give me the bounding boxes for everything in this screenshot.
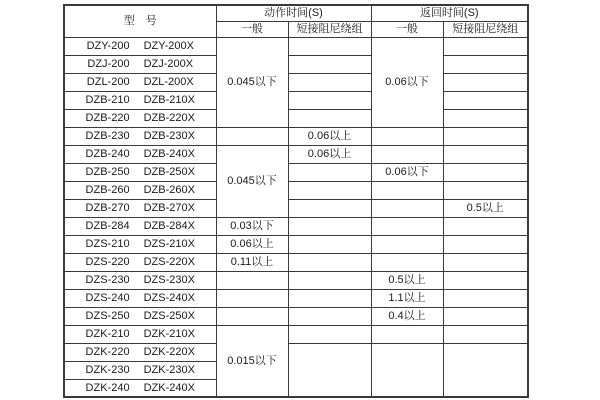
return-general-cell <box>371 343 443 397</box>
action-damped-cell <box>288 307 371 325</box>
model-label: DZY-200 <box>86 39 130 52</box>
return-general-cell <box>371 235 443 253</box>
action-general-cell <box>216 127 288 145</box>
model-cell <box>64 325 216 343</box>
model-label: DZB-270 <box>85 201 130 214</box>
return-damped-cell <box>443 73 528 91</box>
model-cell <box>64 271 216 289</box>
model-label: DZK-220 <box>85 345 130 358</box>
model-label: DZS-210X <box>143 237 195 250</box>
model-cell <box>64 181 216 199</box>
model-label: DZB-250X <box>143 165 195 178</box>
action-damped-cell <box>288 217 371 235</box>
return-damped-cell <box>443 163 528 181</box>
spec-table-container <box>63 4 529 398</box>
return-general-cell: 0.4以上 <box>371 307 443 325</box>
table-row <box>64 127 528 145</box>
action-general-cell: 0.015以下 <box>216 325 288 397</box>
model-label: DZS-250 <box>85 309 130 322</box>
model-cell <box>64 127 216 145</box>
table-row <box>64 109 528 127</box>
header-return-time: 返回时间(S) <box>371 5 528 21</box>
return-general-cell <box>371 127 443 145</box>
action-damped-cell <box>288 235 371 253</box>
model-cell <box>64 307 216 325</box>
return-damped-cell <box>443 181 528 199</box>
model-label: DZB-284X <box>143 219 195 232</box>
table-row <box>64 343 528 361</box>
model-cell <box>64 235 216 253</box>
action-damped-cell <box>288 55 371 73</box>
model-cell <box>64 145 216 163</box>
action-damped-cell <box>288 37 371 55</box>
return-damped-cell <box>443 145 528 163</box>
header-model: 型 号 <box>64 5 216 37</box>
return-damped-cell <box>443 91 528 109</box>
model-label: DZB-260 <box>85 183 130 196</box>
action-damped-cell <box>288 163 371 181</box>
model-label: DZJ-200X <box>143 57 194 70</box>
model-cell <box>64 91 216 109</box>
action-damped-cell <box>288 325 371 343</box>
return-general-cell <box>371 145 443 163</box>
model-label: DZB-220 <box>85 111 130 124</box>
model-cell <box>64 217 216 235</box>
table-row <box>64 181 528 199</box>
model-label: DZL-200X <box>143 75 194 88</box>
action-general-cell <box>216 289 288 307</box>
model-label: DZB-284 <box>85 219 130 232</box>
model-label: DZK-230 <box>85 363 130 376</box>
model-label: DZK-210X <box>143 327 195 340</box>
model-cell <box>64 109 216 127</box>
return-damped-cell <box>443 37 528 55</box>
model-cell <box>64 199 216 217</box>
table-row <box>64 91 528 109</box>
header-action-damped-winding: 短接阻尼绕组 <box>288 21 371 37</box>
model-label: DZJ-200 <box>87 57 130 70</box>
return-damped-cell <box>443 271 528 289</box>
return-damped-cell <box>443 307 528 325</box>
model-cell <box>64 73 216 91</box>
model-label: DZK-210 <box>85 327 130 340</box>
header-row-groups <box>64 5 528 21</box>
model-label: DZB-270X <box>143 201 195 214</box>
model-label: DZB-260X <box>143 183 195 196</box>
return-general-cell: 0.5以上 <box>371 271 443 289</box>
model-label: DZK-240X <box>143 381 195 394</box>
table-row <box>64 253 528 271</box>
model-cell <box>64 253 216 271</box>
model-label: DZS-240X <box>143 291 195 304</box>
return-damped-cell <box>443 343 528 397</box>
return-damped-cell <box>443 325 528 343</box>
return-damped-cell <box>443 55 528 73</box>
model-label: DZS-230 <box>85 273 130 286</box>
return-damped-cell: 0.5以上 <box>443 199 528 217</box>
model-cell <box>64 37 216 55</box>
model-label: DZB-230X <box>143 129 195 142</box>
table-row <box>64 55 528 73</box>
model-label: DZB-210 <box>85 93 130 106</box>
action-general-cell: 0.11以上 <box>216 253 288 271</box>
table-header <box>64 5 528 37</box>
action-damped-cell <box>288 181 371 199</box>
return-general-cell <box>371 181 443 199</box>
action-general-cell: 0.03以下 <box>216 217 288 235</box>
table-row <box>64 73 528 91</box>
action-damped-cell: 0.06以上 <box>288 145 371 163</box>
action-damped-cell <box>288 271 371 289</box>
return-general-cell: 1.1以上 <box>371 289 443 307</box>
table-row <box>64 217 528 235</box>
header-action-time: 动作时间(S) <box>216 5 371 21</box>
return-general-cell <box>371 325 443 343</box>
model-cell <box>64 289 216 307</box>
action-damped-cell <box>288 289 371 307</box>
model-label: DZS-230X <box>143 273 195 286</box>
model-label: DZS-240 <box>85 291 130 304</box>
action-damped-cell <box>288 253 371 271</box>
return-damped-cell <box>443 253 528 271</box>
return-general-cell <box>371 199 443 217</box>
model-label: DZB-220X <box>143 111 195 124</box>
model-label: DZS-250X <box>143 309 195 322</box>
spec-table <box>63 4 529 398</box>
table-row <box>64 37 528 55</box>
model-cell <box>64 361 216 379</box>
action-damped-cell: 0.06以上 <box>288 127 371 145</box>
model-label: DZS-220X <box>143 255 195 268</box>
model-label: DZS-210 <box>85 237 130 250</box>
return-general-cell: 0.06以下 <box>371 37 443 127</box>
model-label: DZK-230X <box>143 363 195 376</box>
header-return-general: 一般 <box>371 21 443 37</box>
table-row <box>64 307 528 325</box>
return-damped-cell <box>443 289 528 307</box>
table-row <box>64 289 528 307</box>
model-label: DZL-200 <box>86 75 130 88</box>
action-general-cell: 0.045以下 <box>216 37 288 127</box>
return-general-cell <box>371 253 443 271</box>
action-damped-cell <box>288 91 371 109</box>
action-general-cell <box>216 271 288 289</box>
model-label: DZB-240X <box>143 147 195 160</box>
table-row <box>64 235 528 253</box>
action-general-cell <box>216 307 288 325</box>
model-cell <box>64 379 216 397</box>
header-action-general: 一般 <box>216 21 288 37</box>
action-damped-cell <box>288 109 371 127</box>
spec-table-body <box>64 37 528 397</box>
model-cell <box>64 163 216 181</box>
table-row <box>64 163 528 181</box>
return-damped-cell <box>443 127 528 145</box>
model-cell <box>64 343 216 361</box>
return-damped-cell <box>443 109 528 127</box>
model-label: DZB-240 <box>85 147 130 160</box>
model-label: DZK-220X <box>143 345 195 358</box>
action-general-cell: 0.045以下 <box>216 145 288 217</box>
table-row <box>64 271 528 289</box>
model-label: DZB-230 <box>85 129 130 142</box>
return-damped-cell <box>443 235 528 253</box>
action-general-cell: 0.06以上 <box>216 235 288 253</box>
return-general-cell <box>371 217 443 235</box>
table-row <box>64 145 528 163</box>
model-label: DZB-210X <box>143 93 195 106</box>
table-row <box>64 199 528 217</box>
return-general-cell: 0.06以下 <box>371 163 443 181</box>
action-damped-cell <box>288 73 371 91</box>
model-cell <box>64 55 216 73</box>
model-label: DZS-220 <box>85 255 130 268</box>
table-row <box>64 325 528 343</box>
model-label: DZK-240 <box>85 381 130 394</box>
header-return-damped-winding: 短接阻尼绕组 <box>443 21 528 37</box>
model-label: DZB-250 <box>85 165 130 178</box>
action-damped-cell <box>288 199 371 217</box>
action-damped-cell <box>288 343 371 397</box>
model-label: DZY-200X <box>143 39 194 52</box>
return-damped-cell <box>443 217 528 235</box>
